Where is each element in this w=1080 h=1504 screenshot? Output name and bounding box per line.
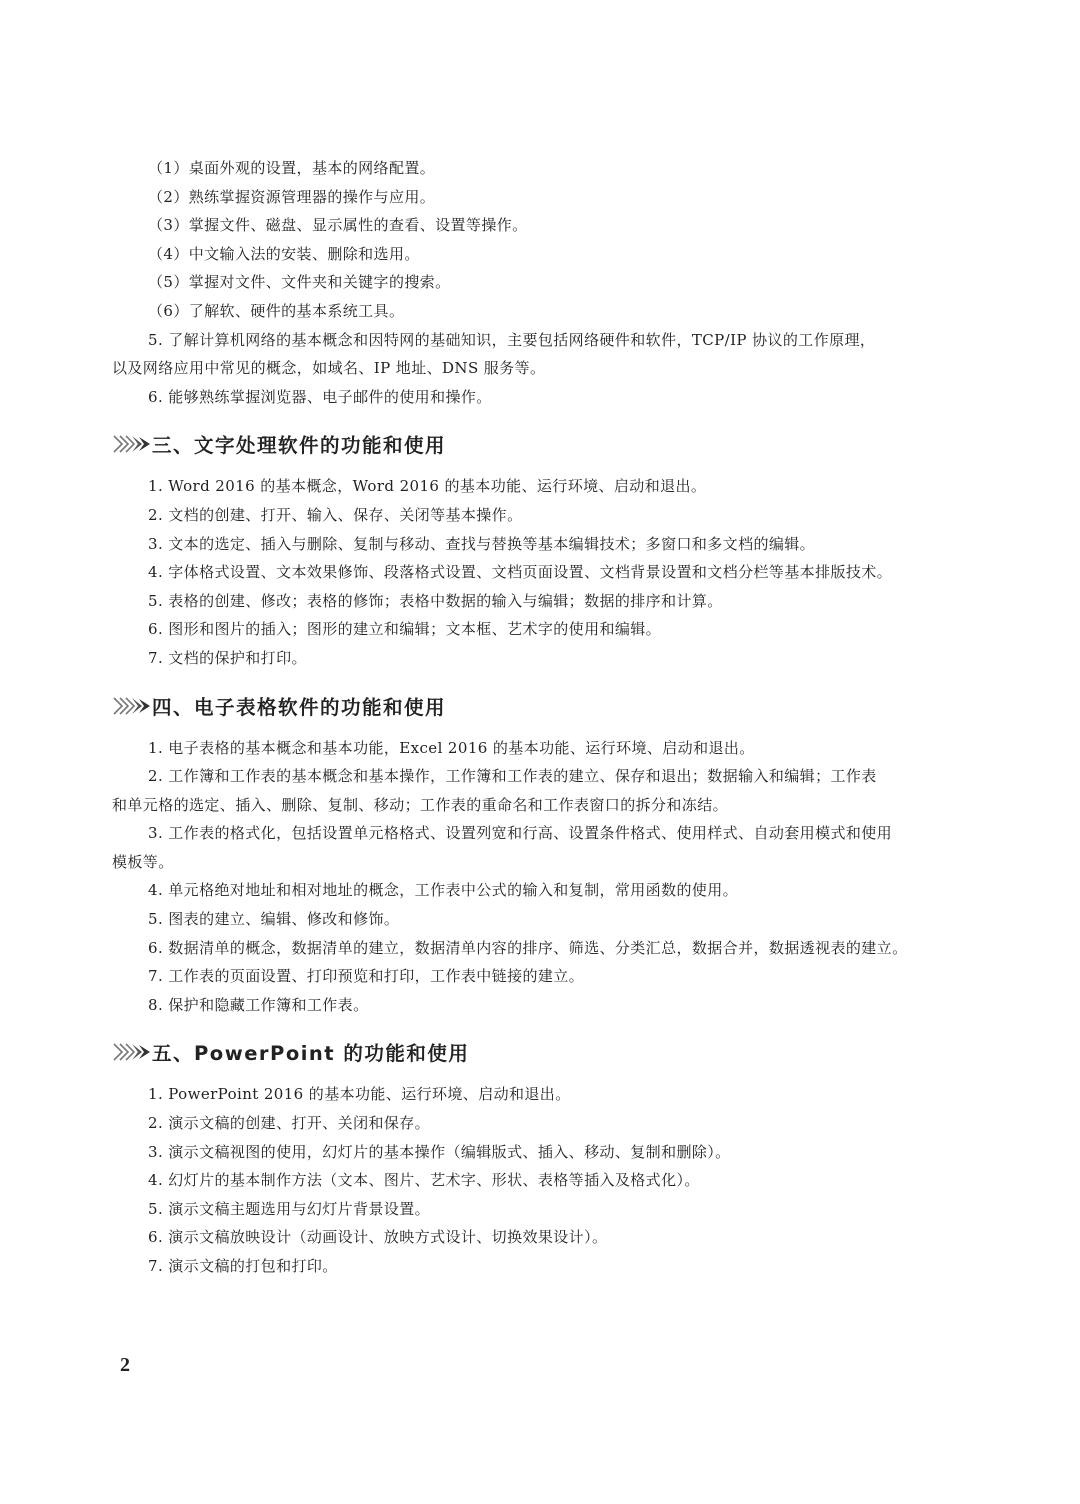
- list-item: 8. 保护和隐藏工作簿和工作表。: [148, 995, 369, 1014]
- section-excel-list: [112, 734, 972, 1020]
- list-item: 5. 图表的建立、编辑、修改和修饰。: [148, 910, 400, 929]
- list-item: 3. 演示文稿视图的使用，幻灯片的基本操作（编辑版式、插入、移动、复制和删除）。: [148, 1142, 731, 1161]
- list-item: 2. 演示文稿的创建、打开、关闭和保存。: [148, 1114, 431, 1133]
- paragraph-line: 模板等。: [112, 852, 174, 871]
- double-chevron-arrow-icon: [112, 695, 152, 717]
- list-item: 2. 工作簿和工作表的基本概念和基本操作，工作簿和工作表的建立、保存和退出；数据输入和编辑；工作表: [148, 767, 877, 786]
- list-item: （4）中文输入法的安装、删除和选用。: [148, 244, 420, 263]
- paragraph-line: 5. 了解计算机网络的基本概念和因特网的基础知识，主要包括网络硬件和软件，TCP/IP 协议的工作原理，: [148, 330, 876, 349]
- page-number: 2: [120, 1354, 130, 1376]
- section-title: 五、PowerPoint 的功能和使用: [152, 1042, 470, 1066]
- list-item: 5. 演示文稿主题选用与幻灯片背景设置。: [148, 1199, 431, 1218]
- list-item: 4. 单元格绝对地址和相对地址的概念，工作表中公式的输入和复制，常用函数的使用。: [148, 881, 739, 900]
- list-item: 3. 文本的选定、插入与删除、复制与移动、查找与替换等基本编辑技术；多窗口和多文档的编辑。: [148, 534, 816, 553]
- list-item: 5. 表格的创建、修改；表格的修饰；表格中数据的输入与编辑；数据的排序和计算。: [148, 591, 723, 610]
- double-chevron-arrow-icon: [112, 433, 152, 455]
- list-item: 3. 工作表的格式化，包括设置单元格格式、设置列宽和行高、设置条件格式、使用样式、自动套用模式和使用: [148, 824, 893, 843]
- section-heading-excel: [112, 687, 972, 725]
- list-item: 6. 数据清单的概念，数据清单的建立，数据清单内容的排序、筛选、分类汇总，数据合并，数据透视表的建立。: [148, 938, 908, 957]
- double-chevron-arrow-icon: [112, 1041, 152, 1063]
- list-item: （2）熟练掌握资源管理器的操作与应用。: [148, 187, 436, 206]
- list-item: 1. 电子表格的基本概念和基本功能，Excel 2016 的基本功能、运行环境、启动和退出。: [148, 738, 755, 757]
- paragraph-line: 以及网络应用中常见的概念，如域名、IP 地址、DNS 服务等。: [112, 359, 546, 378]
- paragraph-line: 和单元格的选定、插入、删除、复制、移动；工作表的重命名和工作表窗口的拆分和冻结。: [112, 795, 729, 814]
- list-item: 1. PowerPoint 2016 的基本功能、运行环境、启动和退出。: [148, 1085, 571, 1104]
- list-item: 6. 演示文稿放映设计（动画设计、放映方式设计、切换效果设计）。: [148, 1228, 608, 1247]
- list-item: （3）掌握文件、磁盘、显示属性的查看、设置等操作。: [148, 216, 528, 235]
- list-item: 7. 演示文稿的打包和打印。: [148, 1257, 338, 1275]
- intro-list: [112, 154, 972, 411]
- list-item: 4. 幻灯片的基本制作方法（文本、图片、艺术字、形状、表格等插入及格式化）。: [148, 1171, 700, 1190]
- section-word-list: [112, 472, 972, 672]
- section-heading-powerpoint: [112, 1033, 972, 1071]
- page-content: [112, 154, 972, 1281]
- list-item: 6. 图形和图片的插入；图形的建立和编辑；文本框、艺术字的使用和编辑。: [148, 620, 662, 639]
- list-item: 7. 文档的保护和打印。: [148, 648, 307, 667]
- list-item: （1）桌面外观的设置，基本的网络配置。: [148, 159, 436, 177]
- section-heading-word: [112, 425, 972, 463]
- list-item: 6. 能够熟练掌握浏览器、电子邮件的使用和操作。: [148, 387, 492, 406]
- list-item: 4. 字体格式设置、文本效果修饰、段落格式设置、文档页面设置、文档背景设置和文档分栏等基本排版技术。: [148, 563, 893, 582]
- list-item: （5）掌握对文件、文件夹和关键字的搜索。: [148, 273, 451, 292]
- list-item: （6）了解软、硬件的基本系统工具。: [148, 301, 405, 320]
- list-item: 7. 工作表的页面设置、打印预览和打印，工作表中链接的建立。: [148, 967, 585, 986]
- section-title: 三、文字处理软件的功能和使用: [152, 434, 447, 458]
- list-item: 2. 文档的创建、打开、输入、保存、关闭等基本操作。: [148, 505, 523, 524]
- list-item: 1. Word 2016 的基本概念，Word 2016 的基本功能、运行环境、启动和退出。: [148, 477, 707, 496]
- section-powerpoint-list: [112, 1080, 972, 1280]
- section-title: 四、电子表格软件的功能和使用: [152, 695, 447, 719]
